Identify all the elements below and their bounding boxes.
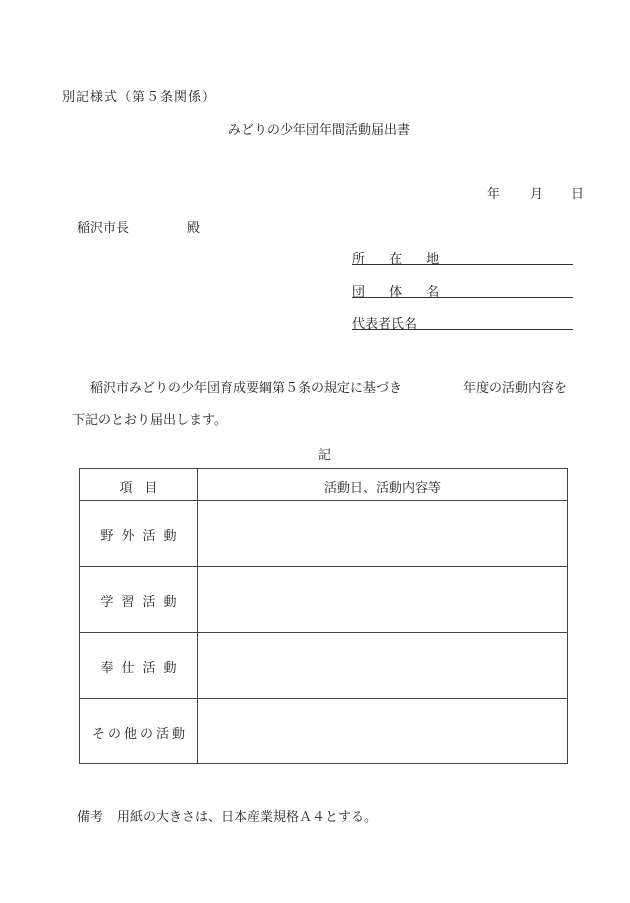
body-text-line1: 稲沢市みどりの少年団育成要綱第５条の規定に基づき bbox=[90, 381, 403, 396]
table-header-item: 項目 bbox=[119, 481, 170, 496]
row-label-outdoor-activity: 野外活動 bbox=[100, 529, 185, 544]
table-row-divider bbox=[80, 500, 567, 501]
row-label-other-activity: その他の活動 bbox=[91, 727, 188, 742]
table-row-divider bbox=[80, 698, 567, 699]
date-day-label: 日 bbox=[571, 187, 585, 202]
group-name-field-label: 団 体 名 bbox=[352, 285, 450, 300]
representative-name-field-line[interactable] bbox=[352, 329, 573, 330]
addressee-name: 稲沢市長 bbox=[77, 221, 130, 236]
group-name-field-line[interactable] bbox=[352, 297, 573, 298]
addressee-honorific: 殿 bbox=[187, 221, 201, 236]
representative-name-field-label: 代表者氏名 bbox=[352, 317, 418, 332]
table-row-divider bbox=[80, 632, 567, 633]
body-text-line1-year-part: 年度の活動内容を bbox=[463, 381, 568, 396]
location-field-line[interactable] bbox=[352, 264, 573, 265]
row-label-learning-activity: 学習活動 bbox=[100, 595, 185, 610]
table-header-content: 活動日、活動内容等 bbox=[323, 481, 441, 496]
location-field-label: 所 在 地 bbox=[352, 252, 450, 267]
note-text: 用紙の大きさは、日本産業規格Ａ４とする。 bbox=[117, 810, 378, 825]
table-column-divider bbox=[197, 469, 198, 763]
form-label: 別記様式（第５条関係） bbox=[62, 90, 217, 105]
table-row-divider bbox=[80, 566, 567, 567]
document-title: みどりの少年団年間活動届出書 bbox=[228, 123, 411, 138]
body-text-line2: 下記のとおり届出します。 bbox=[72, 413, 227, 428]
date-month-label: 月 bbox=[530, 187, 544, 202]
row-label-service-activity: 奉仕活動 bbox=[100, 661, 185, 676]
note-label: 備考 bbox=[77, 810, 104, 825]
activity-table bbox=[79, 468, 568, 764]
date-year-label: 年 bbox=[487, 187, 501, 202]
record-heading: 記 bbox=[318, 448, 332, 463]
